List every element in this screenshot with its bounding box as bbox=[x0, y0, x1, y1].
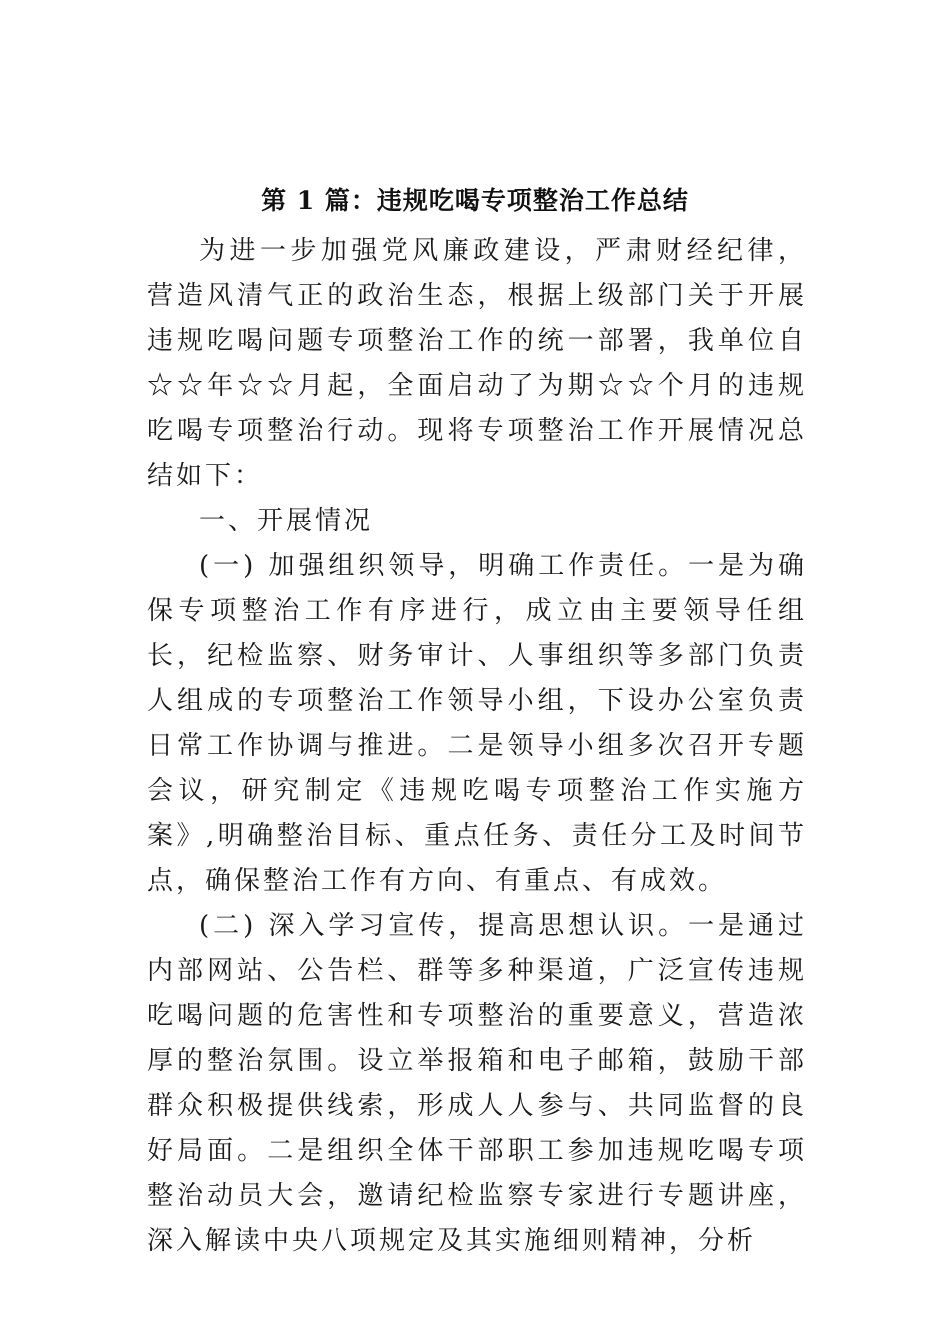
document-body bbox=[147, 229, 807, 1264]
paragraph-organization: (一) 加强组织领导，明确工作责任。一是为确保专项整治工作有序进行，成立由主要领导任组长，纪检监察、财务审计、人事组织等多部门负责人组成的专项整治工作领导小组，下设办公室负责日常工作协调与推进。二是领导小组多次召开专题会议，研究制定《违规吃喝专项整治工作实施方案》,明确整治目标、重点任务、责任分工及时间节点，确保整治工作有方向、有重点、有成效。 bbox=[147, 551, 807, 896]
paragraph-intro: 为进一步加强党风廉政建设，严肃财经纪律，营造风清气正的政治生态，根据上级部门关于开展违规吃喝问题专项整治工作的统一部署，我单位自☆☆年☆☆月起，全面启动了为期☆☆个月的违规吃喝专项整治行动。现将专项整治工作开展情况总结如下： bbox=[147, 236, 807, 491]
section-heading-status: 一、开展情况 bbox=[199, 506, 374, 536]
document-title: 第 1 篇：违规吃喝专项整治工作总结 bbox=[261, 186, 689, 215]
paragraph-publicity: (二) 深入学习宣传，提高思想认识。一是通过内部网站、公告栏、群等多种渠道，广泛宣传违规吃喝问题的危害性和专项整治的重要意义，营造浓厚的整治氛围。设立举报箱和电子邮箱，鼓励干部群众积极提供线索，形成人人参与、共同监督的良好局面。二是组织全体干部职工参加违规吃喝专项整治动员大会，邀请纪检监察专家进行专题讲座，深入解读中央八项规定及其实施细则精神，分析 bbox=[147, 911, 807, 1256]
